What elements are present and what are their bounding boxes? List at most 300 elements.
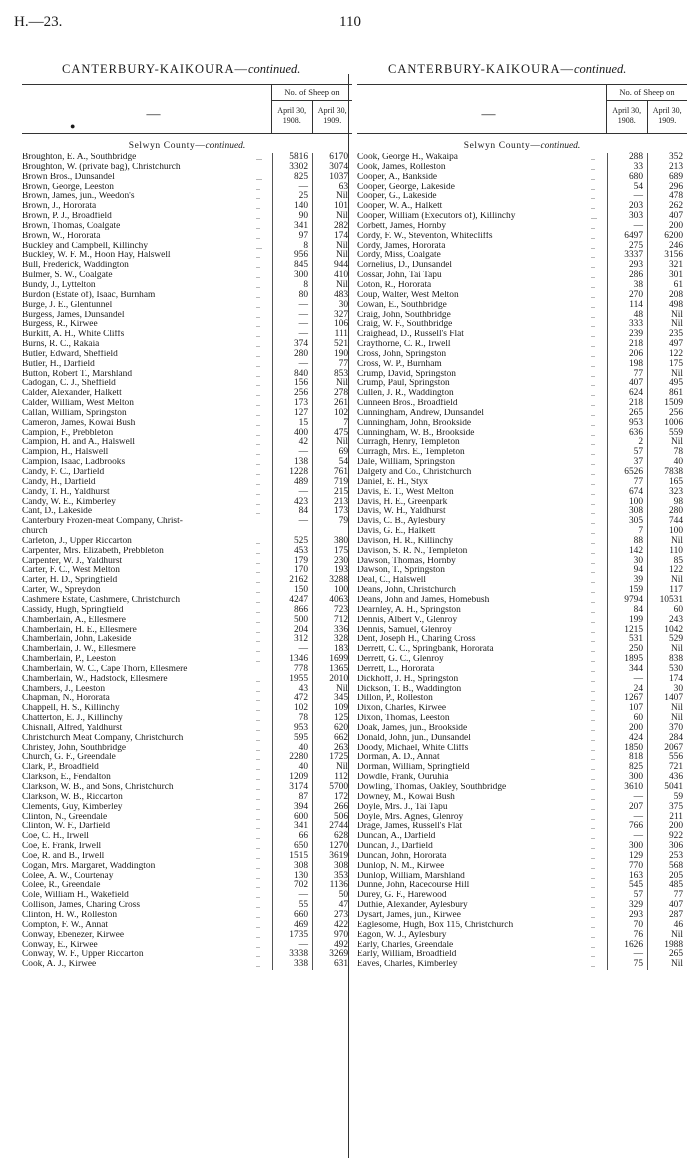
leader-dots: .. xyxy=(256,743,260,753)
leader-dots: .. xyxy=(591,192,595,202)
sheep-1908: 702 xyxy=(272,881,312,891)
sheep-1909: 662 xyxy=(312,734,352,744)
sheep-1909: 122 xyxy=(647,566,687,576)
bullet-mark: ● xyxy=(70,121,76,131)
sheep-1908: 218 xyxy=(607,340,647,350)
owner-name: Doyle, Mrs. Agnes, Glenroy xyxy=(357,812,464,822)
sheep-1908: 199 xyxy=(607,616,647,626)
sheep-1909: 478 xyxy=(647,192,687,202)
sheep-1909: 721 xyxy=(647,763,687,773)
owner-name: Cordy, F. W., Steventon, Whitecliffs xyxy=(357,231,493,241)
owner-name: Brown, J., Hororata xyxy=(22,202,97,212)
sheep-1908: 2162 xyxy=(272,576,312,586)
sheep-1908: 303 xyxy=(607,212,647,222)
sheep-1909: Nil xyxy=(647,311,687,321)
sheep-1908: 424 xyxy=(607,734,647,744)
leader-dots: .. xyxy=(591,221,595,231)
leader-dots: .. xyxy=(256,468,260,477)
sheep-1908: 138 xyxy=(272,458,312,468)
leader-dots: .. xyxy=(256,655,260,665)
leader-dots: .. xyxy=(591,566,595,576)
county-heading: Selwyn County—continued. xyxy=(463,141,581,151)
sheep-1908: — xyxy=(272,360,312,370)
leader-dots: .. xyxy=(256,389,260,399)
owner-name: Bundy, J., Lyttelton xyxy=(22,280,96,290)
sheep-1909: 183 xyxy=(312,645,352,655)
sheep-1908: 204 xyxy=(272,626,312,636)
sheep-1908: 770 xyxy=(607,862,647,872)
sheep-1909: 345 xyxy=(312,694,352,704)
owner-name: Cunningham, W. B., Brookside xyxy=(357,428,475,438)
owner-name: Church, G. F., Greendale xyxy=(22,753,116,763)
sheep-1908: 170 xyxy=(272,566,312,576)
owner-name: Collison, James, Charing Cross xyxy=(22,901,140,911)
sheep-1909: 5041 xyxy=(647,783,687,793)
leader-dots: .. xyxy=(591,408,595,418)
sheep-1908: 308 xyxy=(607,507,647,517)
sheep-1908: 531 xyxy=(607,635,647,645)
leader-dots: .. xyxy=(591,664,595,674)
leader-dots: .. xyxy=(256,940,260,950)
leader-dots: .. xyxy=(256,920,260,930)
owner-name: Buckley, W. F. M., Hoon Hay, Halswell xyxy=(22,251,171,261)
sheep-1908: — xyxy=(272,448,312,458)
sheep-1908: 489 xyxy=(272,478,312,488)
owner-name: Craythorne, C. R., Irwell xyxy=(357,340,451,350)
leader-dots: .. xyxy=(591,428,595,438)
sheep-1908: 545 xyxy=(607,881,647,891)
leader-dots: .. xyxy=(591,950,595,960)
leader-dots: .. xyxy=(591,615,595,625)
sheep-1909: 4063 xyxy=(312,596,352,606)
leader-dots: .. xyxy=(591,802,595,812)
leader-dots: .. xyxy=(591,527,595,537)
leader-dots: .. xyxy=(591,359,595,369)
sheep-1909: 200 xyxy=(647,822,687,832)
sheep-1908: 374 xyxy=(272,340,312,350)
sheep-1908: 866 xyxy=(272,606,312,616)
sheep-1908: 6526 xyxy=(607,468,647,478)
owner-name: Donald, John, jun., Dunsandel xyxy=(357,733,471,743)
sheep-1908: 300 xyxy=(607,773,647,783)
sheep-1908: 88 xyxy=(607,537,647,547)
sheep-1909: 69 xyxy=(312,448,352,458)
sheep-1908: 845 xyxy=(272,261,312,271)
sheep-1908: 312 xyxy=(272,635,312,645)
sheep-1908: 203 xyxy=(607,202,647,212)
sheep-1909: 761 xyxy=(312,468,352,478)
sheep-1909: 98 xyxy=(647,498,687,508)
leader-dots: .. xyxy=(256,556,260,566)
sheep-1908: 1735 xyxy=(272,931,312,941)
sheep-1909: 78 xyxy=(647,448,687,458)
sheep-1909: 6170 xyxy=(312,153,352,163)
owner-name: Dalgety and Co., Christchurch xyxy=(357,468,472,477)
sheep-1909: 100 xyxy=(312,586,352,596)
leader-dots: .. xyxy=(591,910,595,920)
owner-name: Dunne, John, Racecourse Hill xyxy=(357,881,470,891)
sheep-1909: 301 xyxy=(647,271,687,281)
sheep-1908: 60 xyxy=(607,714,647,724)
leader-dots: .. xyxy=(591,655,595,665)
owner-name: Duthie, Alexander, Aylesbury xyxy=(357,901,468,911)
owner-name: Davison, H. R., Killinchy xyxy=(357,536,454,546)
owner-name: Cole, William H., Wakefield xyxy=(22,891,129,901)
sheep-1909: 327 xyxy=(312,311,352,321)
owner-name: Carpenter, Mrs. Elizabeth, Prebbleton xyxy=(22,546,164,556)
leader-dots: .. xyxy=(256,595,260,605)
sheep-1908: 173 xyxy=(272,399,312,409)
leader-dots: .. xyxy=(591,448,595,458)
owner-name: Cant, D., Lakeside xyxy=(22,507,93,517)
sheep-1909: 3288 xyxy=(312,576,352,586)
owner-name: Burns, R. C., Rakaia xyxy=(22,340,100,350)
sheep-1909: 422 xyxy=(312,921,352,931)
leader-dots: .. xyxy=(256,487,260,497)
owner-name: Davis, C. B., Aylesbury xyxy=(357,517,446,527)
sheep-1909: 122 xyxy=(647,350,687,360)
sheep-1909: 273 xyxy=(312,911,352,921)
owner-name: Cornelius, D., Dunsandel xyxy=(357,261,453,271)
sheep-1908: 8 xyxy=(272,242,312,252)
leader-dots: .. xyxy=(591,536,595,546)
owner-name: Chapman, N., Hororata xyxy=(22,694,110,704)
leader-dots: ... xyxy=(591,212,597,222)
owner-name: Duncan, A., Darfield xyxy=(357,832,436,842)
sheep-1908: 818 xyxy=(607,753,647,763)
sheep-1909: 321 xyxy=(647,261,687,271)
owner-name: Dickhoff, J. H., Springston xyxy=(357,674,459,684)
leader-dots: .. xyxy=(591,940,595,950)
owner-name: Cassidy, Hugh, Springfield xyxy=(22,605,124,615)
sheep-1908: 286 xyxy=(607,271,647,281)
sheep-1908: 40 xyxy=(272,763,312,773)
year-1909-header: April 30, 1909. xyxy=(312,101,353,133)
leader-dots: .. xyxy=(591,556,595,566)
owner-name: Broughton, E. A., Southbridge xyxy=(22,153,137,162)
owner-name: Dunlop, N. M., Kirwee xyxy=(357,861,445,871)
sheep-1909: 278 xyxy=(312,389,352,399)
owner-name: Doody, Michael, White Cliffs xyxy=(357,743,469,753)
sheep-1909: 559 xyxy=(647,429,687,439)
sheep-1908: 956 xyxy=(272,251,312,261)
sheep-1908: — xyxy=(607,950,647,960)
owner-name: Cunneen Bros., Broadfield xyxy=(357,399,458,409)
sheep-1909: Nil xyxy=(647,704,687,714)
leader-dots: .. xyxy=(256,684,260,694)
sheep-1909: 628 xyxy=(312,832,352,842)
sheep-1908: — xyxy=(607,813,647,823)
sheep-1908: 660 xyxy=(272,911,312,921)
right-table-header xyxy=(357,84,687,134)
leader-dots: .. xyxy=(256,851,260,861)
leader-dots: .. xyxy=(256,507,260,517)
owner-name: Downey, M., Kowai Bush xyxy=(357,792,455,802)
owner-name: Conway, Ebenezer, Kirwee xyxy=(22,930,125,940)
owner-name: Clements, Guy, Kimberley xyxy=(22,802,123,812)
sheep-1909: 407 xyxy=(647,901,687,911)
sheep-1909: 3269 xyxy=(312,950,352,960)
sheep-1909: 375 xyxy=(647,803,687,813)
sheep-1909: Nil xyxy=(312,242,352,252)
sheep-1908: 344 xyxy=(607,665,647,675)
sheep-1909: 211 xyxy=(647,813,687,823)
owner-name: Burge, J. E., Glentunnel xyxy=(22,300,113,310)
owner-name: Brown Bros., Dunsandel xyxy=(22,172,115,182)
sheep-1908: 265 xyxy=(607,409,647,419)
owner-name: Cordy, James, Hororata xyxy=(357,241,446,251)
owner-name: Durey, G. F., Harewood xyxy=(357,891,447,901)
sheep-1908: 179 xyxy=(272,557,312,567)
leader-dots: ... xyxy=(256,153,262,162)
sheep-1908: 600 xyxy=(272,813,312,823)
sheep-1908: 15 xyxy=(272,419,312,429)
owner-name: Calder, William, West Melton xyxy=(22,399,134,409)
leader-dots: .. xyxy=(256,773,260,783)
sheep-1909: 1725 xyxy=(312,753,352,763)
leader-dots: .. xyxy=(256,910,260,920)
owner-name: Deans, John, Christchurch xyxy=(357,586,456,596)
sheep-1908: 778 xyxy=(272,665,312,675)
leader-dots: .. xyxy=(256,497,260,507)
owner-name: Clinton, H. W., Rolleston xyxy=(22,910,118,920)
sheep-1909: 109 xyxy=(312,704,352,714)
sheep-1909: 282 xyxy=(312,222,352,232)
owner-name: church xyxy=(22,527,48,537)
sheep-1909: 5700 xyxy=(312,783,352,793)
sheep-1908: 3338 xyxy=(272,950,312,960)
owner-name: Dillon, P., Rolleston xyxy=(357,694,433,704)
leader-dots: .. xyxy=(591,202,595,212)
owner-name: Clarkson, W. B., Riccarton xyxy=(22,792,123,802)
sheep-1909: 689 xyxy=(647,173,687,183)
sheep-on-header: No. of Sheep on xyxy=(272,85,352,101)
leader-dots: .. xyxy=(591,714,595,724)
sheep-1908: 25 xyxy=(272,192,312,202)
sheep-1909: 261 xyxy=(312,399,352,409)
leader-dots: .. xyxy=(591,891,595,901)
leader-dots: .. xyxy=(591,871,595,881)
sheep-1909: 485 xyxy=(647,881,687,891)
owner-name: Candy, H., Darfield xyxy=(22,477,96,487)
owner-name: Cooper, George, Lakeside xyxy=(357,182,455,192)
sheep-1909: 3156 xyxy=(647,251,687,261)
sheep-1909: 436 xyxy=(647,773,687,783)
sheep-1908: 400 xyxy=(272,429,312,439)
owner-name: Dearnley, A. H., Springston xyxy=(357,605,461,615)
sheep-1909: 380 xyxy=(312,537,352,547)
sheep-1908: 256 xyxy=(272,389,312,399)
leader-dots: .. xyxy=(256,212,260,222)
sheep-1909: 213 xyxy=(312,498,352,508)
sheep-1909: 63 xyxy=(312,183,352,193)
owner-name: Callan, William, Springston xyxy=(22,408,127,418)
owner-name: Duncan, John, Hororata xyxy=(357,851,447,861)
sheep-1909: Nil xyxy=(647,537,687,547)
sheep-1908: 3610 xyxy=(607,783,647,793)
leader-dots: .. xyxy=(591,389,595,399)
sheep-1908: 206 xyxy=(607,350,647,360)
leader-dots: .. xyxy=(591,743,595,753)
sheep-1909: 61 xyxy=(647,281,687,291)
sheep-1909: Nil xyxy=(312,763,352,773)
owner-name: Derrett, G. C., Glenroy xyxy=(357,655,444,665)
owner-name: Deal, C., Halswell xyxy=(357,576,426,586)
sheep-1909: 50 xyxy=(312,891,352,901)
leader-dots: .. xyxy=(591,851,595,861)
leader-dots: .. xyxy=(256,783,260,792)
sheep-1908: 472 xyxy=(272,694,312,704)
sheep-1908: 1215 xyxy=(607,626,647,636)
sheep-1909: 101 xyxy=(312,202,352,212)
sheep-1909: 853 xyxy=(312,370,352,380)
sheep-1909: 10531 xyxy=(647,596,687,606)
leader-dots: .. xyxy=(256,802,260,812)
sheep-1908: 250 xyxy=(607,645,647,655)
sheep-1909: 861 xyxy=(647,389,687,399)
sheep-1908: 90 xyxy=(272,212,312,222)
leader-dots: .. xyxy=(256,960,260,970)
right-rows xyxy=(357,153,687,970)
sheep-1909: 47 xyxy=(312,901,352,911)
name-column-placeholder: — xyxy=(146,107,161,122)
sheep-1909: Nil xyxy=(312,192,352,202)
sheep-1908: 130 xyxy=(272,872,312,882)
leader-dots: .. xyxy=(591,881,595,891)
sheep-1908: 40 xyxy=(272,744,312,754)
owner-name: Dowdle, Frank, Ouruhia xyxy=(357,773,449,783)
sheep-1909: 944 xyxy=(312,261,352,271)
county-heading: Selwyn County—continued. xyxy=(128,141,246,151)
owner-name: Early, Charles, Greendale xyxy=(357,940,454,950)
sheep-1908: 338 xyxy=(272,960,312,970)
leader-dots: .. xyxy=(591,674,595,684)
leader-dots: .. xyxy=(256,891,260,901)
sheep-1909: 40 xyxy=(647,458,687,468)
sheep-1908: 636 xyxy=(607,429,647,439)
owner-name: Coup, Walter, West Melton xyxy=(357,290,459,300)
leader-dots: .. xyxy=(591,418,595,428)
sheep-1908: 293 xyxy=(607,261,647,271)
right-table xyxy=(357,84,687,970)
left-table-header xyxy=(22,84,352,134)
sheep-on-header: No. of Sheep on xyxy=(607,85,687,101)
owner-name: Broughton, W. (private bag), Christchurch xyxy=(22,162,181,172)
leader-dots: .. xyxy=(591,723,595,733)
sheep-1908: 2280 xyxy=(272,753,312,763)
sheep-1908: — xyxy=(272,301,312,311)
leader-dots: .. xyxy=(591,458,595,468)
leader-dots: .. xyxy=(256,192,260,202)
leader-dots: .. xyxy=(591,733,595,743)
document-reference: H.—23. xyxy=(14,14,63,30)
sheep-1909: Nil xyxy=(312,281,352,291)
sheep-1908: 156 xyxy=(272,379,312,389)
sheep-1909: Nil xyxy=(647,714,687,724)
leader-dots: .. xyxy=(591,280,595,290)
owner-name: Crump, David, Springston xyxy=(357,369,456,379)
sheep-1909: 102 xyxy=(312,409,352,419)
leader-dots: .. xyxy=(256,822,260,832)
sheep-1908: 84 xyxy=(607,606,647,616)
owner-name: Chisnall, Alfred, Yaldhurst xyxy=(22,723,123,733)
table-row xyxy=(22,960,352,970)
owner-name: Chamberlain, John, Lakeside xyxy=(22,635,132,645)
sheep-1908: 453 xyxy=(272,547,312,557)
owner-name: Dawson, Thomas, Hornby xyxy=(357,556,456,566)
sheep-1909: 1509 xyxy=(647,399,687,409)
sheep-1909: 7838 xyxy=(647,468,687,478)
leader-dots: .. xyxy=(256,438,260,448)
sheep-1909: Nil xyxy=(312,438,352,448)
year-1909-header: April 30, 1909. xyxy=(647,101,688,133)
sheep-1909: 100 xyxy=(647,527,687,537)
owner-name: Craig, W. F., Southbridge xyxy=(357,320,453,330)
leader-dots xyxy=(256,665,272,675)
leader-dots: .. xyxy=(256,645,260,655)
owner-name: Davis, W. H., Yaldhurst xyxy=(357,507,446,517)
owner-name: Cordy, Miss, Coalgate xyxy=(357,251,441,261)
owner-name: Butler, H., Darfield xyxy=(22,359,95,369)
leader-dots: .. xyxy=(256,704,260,714)
sheep-1908: 218 xyxy=(607,399,647,409)
owner-name: Cowan, E., Southbridge xyxy=(357,300,447,310)
sheep-1908: 1895 xyxy=(607,655,647,665)
sheep-1909: 46 xyxy=(647,921,687,931)
sheep-1909: 2067 xyxy=(647,744,687,754)
leader-dots: .. xyxy=(256,733,260,743)
sheep-1909: 85 xyxy=(647,557,687,567)
sheep-1908: 76 xyxy=(607,931,647,941)
leader-dots: .. xyxy=(256,428,260,438)
sheep-1908: — xyxy=(272,183,312,193)
leader-dots: .. xyxy=(591,792,595,802)
leader-dots: .. xyxy=(256,576,260,586)
right-section-title: CANTERBURY-KAIKOURA—continued. xyxy=(388,62,627,76)
owner-name: Davis, H. E., Greenpark xyxy=(357,497,448,507)
sheep-1909: 1006 xyxy=(647,419,687,429)
sheep-1908: — xyxy=(607,832,647,842)
owner-name: Brown, James, jun., Weedon's xyxy=(22,192,135,202)
leader-dots: .. xyxy=(591,399,595,409)
leader-dots: .. xyxy=(256,290,260,300)
sheep-1908: 1626 xyxy=(607,941,647,951)
sheep-1908: 341 xyxy=(272,822,312,832)
owner-name: Clark, P., Broadfield xyxy=(22,763,99,773)
leader-dots: .. xyxy=(256,231,260,241)
owner-name: Cook, James, Rolleston xyxy=(357,162,446,172)
owner-name: Carter, W., Spreydon xyxy=(22,586,101,596)
leader-dots: .. xyxy=(256,320,260,330)
sheep-1908: 207 xyxy=(607,803,647,813)
leader-dots: .. xyxy=(591,369,595,379)
sheep-1909: 1270 xyxy=(312,842,352,852)
leader-dots: .. xyxy=(256,182,260,192)
leader-dots: .. xyxy=(591,920,595,930)
owner-name: Colee, R., Greendale xyxy=(22,881,101,891)
owner-name: Candy, W. E., Kimberley xyxy=(22,497,116,507)
leader-dots: .. xyxy=(256,340,260,350)
sheep-1908: 305 xyxy=(607,517,647,527)
leader-dots: .. xyxy=(591,576,595,586)
sheep-1908: 407 xyxy=(607,379,647,389)
owner-name: Burgess, R., Kirwee xyxy=(22,320,98,330)
sheep-1908: 1955 xyxy=(272,675,312,685)
owner-name: Button, Robert T., Marshland xyxy=(22,369,133,379)
owner-name: Cooper, W. A., Halkett xyxy=(357,202,443,212)
owner-name: Dennis, Albert V., Glenroy xyxy=(357,615,458,625)
owner-name: Compton, F. W., Annat xyxy=(22,920,108,930)
